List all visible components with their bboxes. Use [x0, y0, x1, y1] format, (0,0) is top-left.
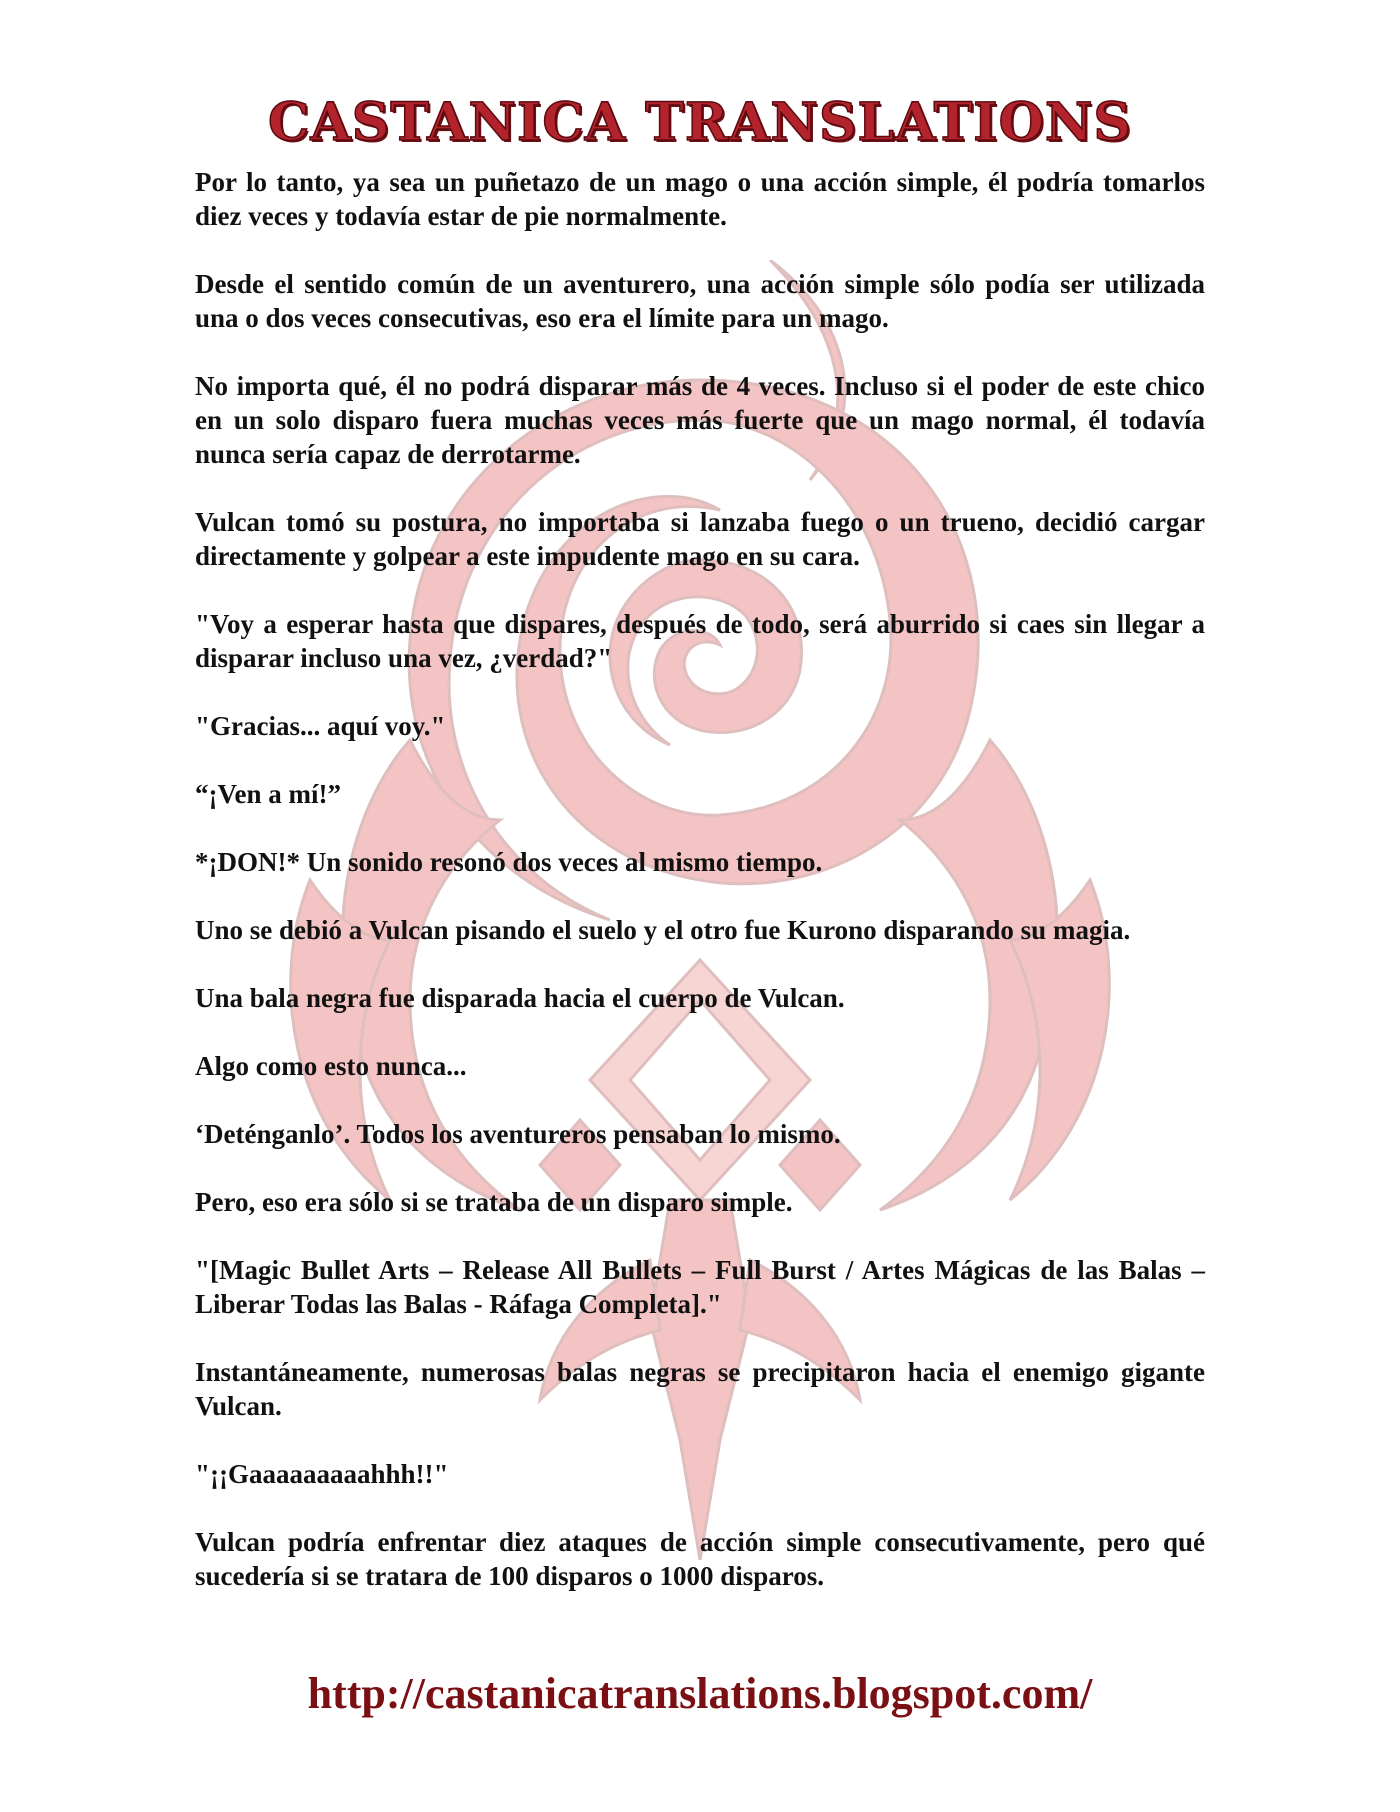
paragraph: Pero, eso era sólo si se trataba de un disparo simple. [195, 1187, 793, 1217]
paragraph: "Gracias... aquí voy." [195, 711, 446, 741]
paragraph: Uno se debió a Vulcan pisando el suelo y el otro fue Kurono disparando su magia. [195, 915, 1131, 945]
paragraph: Por lo tanto, ya sea un puñetazo de un mago o una acción simple, él podría tomarlos diez veces y todavía estar de pie normalmente. [195, 167, 1205, 231]
paragraph: *¡DON!* Un sonido resonó dos veces al mismo tiempo. [195, 847, 823, 877]
paragraph: "Voy a esperar hasta que dispares, después de todo, será aburrido si caes sin llegar a disparar incluso una vez, ¿verdad?" [195, 609, 1205, 673]
paragraph: ‘Deténganlo’. Todos los aventureros pensaban lo mismo. [195, 1119, 841, 1149]
paragraph: Una bala negra fue disparada hacia el cuerpo de Vulcan. [195, 983, 845, 1013]
paragraph: Algo como esto nunca... [195, 1051, 467, 1081]
paragraph: "[Magic Bullet Arts – Release All Bullets – Full Burst / Artes Mágicas de las Balas – Liberar Todas las Balas - Ráfaga Completa]." [195, 1255, 1205, 1319]
paragraph: Vulcan podría enfrentar diez ataques de acción simple consecutivamente, pero qué sucedería si se tratara de 100 disparos o 1000 disparos. [195, 1527, 1205, 1591]
paragraph: "¡¡Gaaaaaaaaahhh!!" [195, 1459, 449, 1489]
paragraph: No importa qué, él no podrá disparar más de 4 veces. Incluso si el poder de este chico en un solo disparo fuera muchas veces más fuerte que un mago normal, él todavía nunca sería capaz de derrotarme. [195, 371, 1205, 469]
page-header-title: CASTANICA TRANSLATIONS [268, 92, 1132, 153]
paragraph: Instantáneamente, numerosas balas negras se precipitaron hacia el enemigo gigante Vulcan. [195, 1357, 1205, 1421]
footer-url-link[interactable]: http://castanicatranslations.blogspot.com/ [307, 1669, 1093, 1718]
paragraph: Vulcan tomó su postura, no importaba si lanzaba fuego o un trueno, decidió cargar directamente y golpear a este impudente mago en su cara. [195, 507, 1205, 571]
paragraph: Desde el sentido común de un aventurero, una acción simple sólo podía ser utilizada una o dos veces consecutivas, eso era el límite para un mago. [195, 269, 1205, 333]
paragraph: “¡Ven a mí!” [195, 779, 341, 809]
document-body [195, 165, 1205, 1627]
